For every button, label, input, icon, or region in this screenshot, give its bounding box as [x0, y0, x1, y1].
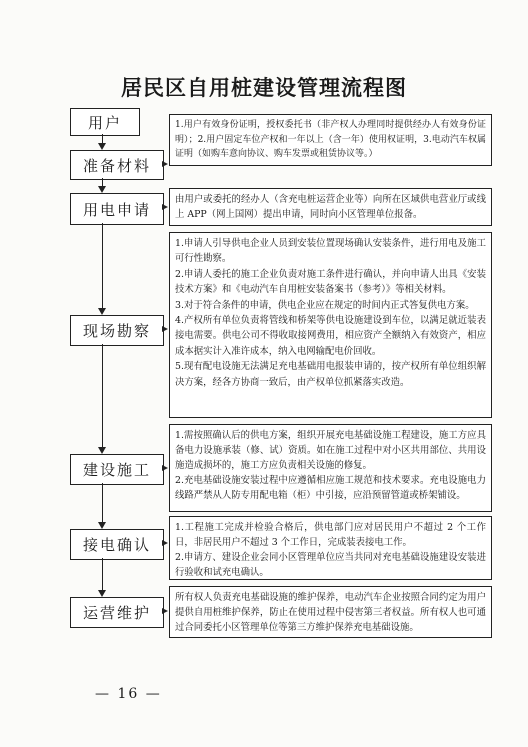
construction-item: 2.充电基础设施安装过程中应遵循相应施工规范和技术要求。充电设施电力线路严禁从人防专用配电箱（柜）中引接，应沿预留管道或桥架铺设。 — [175, 475, 486, 501]
step-power-application-label: 用电申请 — [82, 200, 151, 219]
survey-description — [169, 232, 492, 418]
confirm-item: 1.工程施工完成并检验合格后，供电部门应对居民用户不超过 2 个工作日，非居民用户不超过 3 个工作日，完成装表接电工作。 — [175, 522, 486, 548]
flow-arrow-head — [98, 143, 106, 150]
step-site-survey — [70, 315, 164, 346]
step-prepare-materials-label: 准备材料 — [82, 156, 151, 175]
step-construction — [70, 454, 164, 485]
flow-arrow-line — [102, 558, 103, 590]
survey-item: 3.对于符合条件的申请，供电企业应在规定的时间内正式答复供电方案。 — [175, 299, 475, 311]
step-operation-maintenance-label: 运营维护 — [82, 604, 151, 622]
flow-arrow-line — [102, 134, 103, 143]
connector-arrow — [162, 161, 168, 167]
step-user-label: 用户 — [87, 113, 122, 132]
confirm-item: 2.申请方、建设企业会同小区管理单位应当共同对充电基础设施建设安装进行验收和试充电确认。 — [175, 552, 486, 578]
connector-arrow — [162, 326, 168, 332]
step-power-confirm — [70, 529, 164, 560]
operation-text: 所有权人负责充电基础设施的维护保养，电动汽车企业按照合同约定为用户提供自用桩维护保养，防止在使用过程中侵害第三者权益。所有权人也可通过合同委托小区管理单位等第三方维护保养充电基础设施。 — [175, 592, 486, 633]
connector-arrow — [162, 465, 168, 471]
flow-arrow-line — [102, 223, 103, 308]
flow-arrow-head — [98, 522, 106, 529]
flow-arrow-head — [98, 186, 106, 193]
construction-description — [169, 424, 492, 512]
flow-arrow-line — [102, 483, 103, 522]
operation-description — [169, 586, 492, 638]
step-site-survey-label: 现场勘察 — [82, 322, 151, 340]
connector-arrow — [162, 204, 168, 210]
construction-item: 1.需按照确认后的供电方案，组织开展充电基础设施工程建设，施工方应具备电力设施承装（修、试）资质。如在施工过程中对小区共用部位、共用设施造成损坏的，施工方应负责相关设施的修复。 — [175, 430, 486, 471]
flow-arrow-head — [98, 308, 106, 315]
step-construction-label: 建设施工 — [82, 461, 151, 479]
page-number: — 16 — — [95, 686, 162, 702]
survey-item: 4.产权所有单位负责将管线和桥架等供电设施建设到车位，以满足就近装表接电需要。供电公司不得收取接网费用，相应资产全额纳入有效资产，相应成本据实计入准许成本，纳入电网输配电价回收。 — [175, 315, 486, 357]
materials-text: 1.用户有效身份证明，授权委托书（非产权人办理同时提供经办人有效身份证明）；2.用户固定车位产权和一年以上（含一年）使用权证明，3.电动汽车权属证明（如购车意向协议、购车发票或租赁协议等。） — [175, 120, 486, 159]
survey-item: 5.现有配电设施无法满足充电基础用电报装申请的，按产权所有单位组织解决方案，经各方协商一致后，由产权单位抓紧落实改造。 — [175, 361, 486, 388]
step-power-confirm-label: 接电确认 — [82, 536, 151, 554]
survey-item: 2.申请人委托的施工企业负责对施工条件进行确认，并向申请人出具《安装技术方案》和《电动汽车自用桩安装备案书（参考）》等相关材料。 — [175, 268, 486, 296]
application-text: 由用户或委托的经办人（含充电桩运营企业等）向所在区域供电营业厅或线上 APP（网上国网）提出申请，同时向小区管理单位报备。 — [175, 194, 486, 220]
page-title: 居民区自用桩建设管理流程图 — [121, 76, 407, 100]
step-power-application — [70, 193, 164, 225]
survey-item: 1.申请人引导供电企业人员到安装位置现场确认安装条件，进行用电及施工可行性勘察。 — [175, 238, 486, 265]
step-prepare-materials — [70, 150, 164, 180]
flow-arrow-line — [102, 178, 103, 186]
flow-arrow-head — [98, 590, 106, 597]
confirm-description — [169, 516, 492, 580]
flow-arrow-head — [98, 447, 106, 454]
connector-arrow — [162, 608, 168, 614]
flow-arrow-line — [102, 344, 103, 447]
step-user — [70, 108, 140, 136]
connector-arrow — [162, 540, 168, 546]
materials-description — [169, 114, 492, 166]
step-operation-maintenance — [70, 597, 164, 628]
application-description — [169, 188, 492, 226]
